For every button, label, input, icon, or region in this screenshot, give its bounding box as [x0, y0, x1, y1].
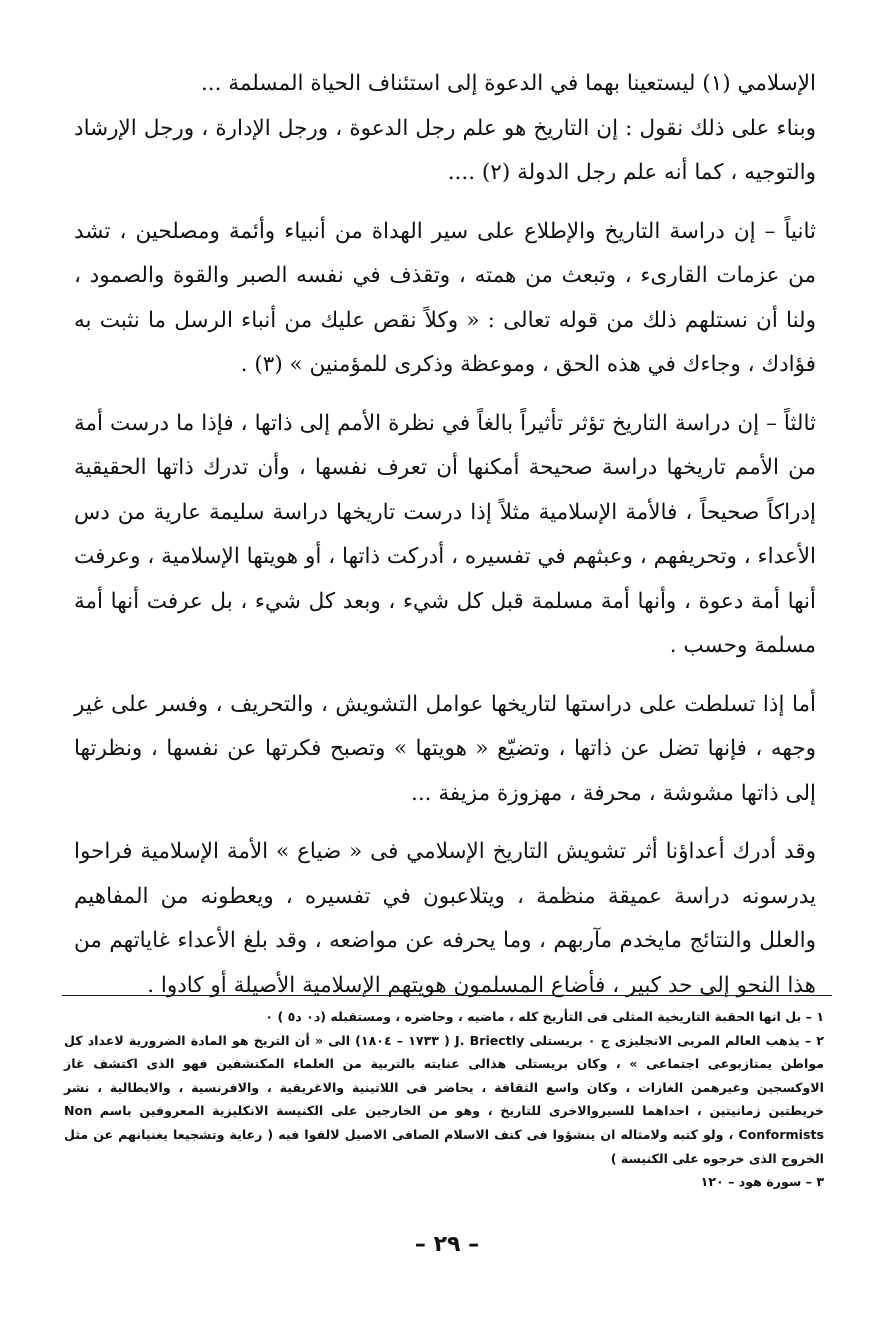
- footnote-divider: [62, 995, 832, 996]
- footnote-2: ٢ – يذهب العالم المربى الانجليزى ج ٠ بريستلى J. Briectly ( ١٧٣٣ – ١٨٠٤) الى « أن التريخ هو المادة الضرورية لاعداد كل مواطن يمتازبوعى اجتماعى » ، وكان بريستلى هذالى عنايته بالتربية من العلماء المكتشفين فهو الذى اكتشف غاز الاوكسجين وغيرهمن الغازات ، وكان واسع الثقافة ، يحاضر فى اللاتينية والاغريقية ، والافرنسية ، والايطالية ، نشر خريطتين زمانيتين ، احداهما للسيروالاخرى للتاريخ ، وهو من الخارجين على الكنيسة الانكليزية المعروفين باسم Non Conformists ، ولو كتبه ولامثاله ان ينشؤوا فى كنف الاسلام الصافى الاصيل لالفوا فيه ( رعاية وتشجيعا يغنيانهم عن مثل الخروج الذى خرجوه على الكنيسة ): [64, 1032, 824, 1166]
- paragraph-3: ثانياً – إن دراسة التاريخ والإطلاع على سير الهداة من أنبياء وأئمة ومصلحين ، تشد من عزمات القارىء ، وتبعث من همته ، وتقذف في نفسه الصبر والقوة والصمود ، ولنا أن نستلهم ذلك من قوله تعالى : « وكلاً نقص عليك من أنباء الرسل ما نثبت به فؤادك ، وجاءك في هذه الحق ، وموعظة وذكرى للمؤمنين » (٣) .: [74, 218, 816, 377]
- main-text: [74, 62, 816, 1008]
- paragraph-4: ثالثاً – إن دراسة التاريخ تؤثر تأثيراً بالغاً في نظرة الأمم إلى ذاتها ، فإذا ما درست أمة من الأمم تاريخها دراسة صحيحة أمكنها أن تعرف نفسها ، وأن تدرك ذاتها الحقيقية إدراكاً صحيحاً ، فالأمة الإسلامية مثلاً إذا درست تاريخها دراسة سليمة عارية من دس الأعداء ، وتحريفهم ، وعبثهم في تفسيره ، أدركت ذاتها ، أو هويتها الإسلامية ، وعرفت أنها أمة دعوة ، وأنها أمة مسلمة قبل كل شيء ، وبعد كل شيء ، بل عرفت أنها أمة مسلمة وحسب .: [74, 410, 816, 658]
- footnote-3: ٣ – سورة هود – ١٢٠: [700, 1174, 824, 1190]
- paragraph-5: أما إذا تسلطت على دراستها لتاريخها عوامل التشويش ، والتحريف ، وفسر على غير وجهه ، فإنها تضل عن ذاتها ، وتضيّع « هويتها » وتصبح فكرتها عن نفسها ، ونظرتها إلى ذاتها مشوشة ، محرفة ، مهزوزة مزيفة ...: [74, 691, 816, 806]
- paragraph-6: وقد أدرك أعداؤنا أثر تشويش التاريخ الإسلامي فى « ضياع » الأمة الإسلامية فراحوا يدرسونه دراسة عميقة منظمة ، ويتلاعبون في تفسيره ، ويعطونه من المفاهيم والعلل والنتائج مايخدم مآربهم ، وما يحرفه عن مواضعه ، وقد بلغ الأعداء غاياتهم من هذا النحو إلى حد كبير ، فأضاع المسلمون هويتهم الإسلامية الأصيلة أو كادوا .: [74, 839, 816, 998]
- footnote-1: ١ – بل انها الحقبة التاريخية المثلى فى التأريخ كله ، ماضيه ، وحاضره ، ومستقبله (د٠ د٥ ) ٠: [265, 1009, 824, 1024]
- page-number: – ٢٩ –: [414, 1232, 480, 1257]
- paragraph-2: وبناء على ذلك نقول : إن التاريخ هو علم رجل الدعوة ، ورجل الإدارة ، ورجل الإرشاد والتوجيه ، كما أنه علم رجل الدولة (٢) ....: [74, 115, 816, 185]
- footnotes: [64, 1005, 824, 1194]
- paragraph-1: الإسلامي (١) ليستعينا بهما في الدعوة إلى استئناف الحياة المسلمة ...: [200, 71, 816, 96]
